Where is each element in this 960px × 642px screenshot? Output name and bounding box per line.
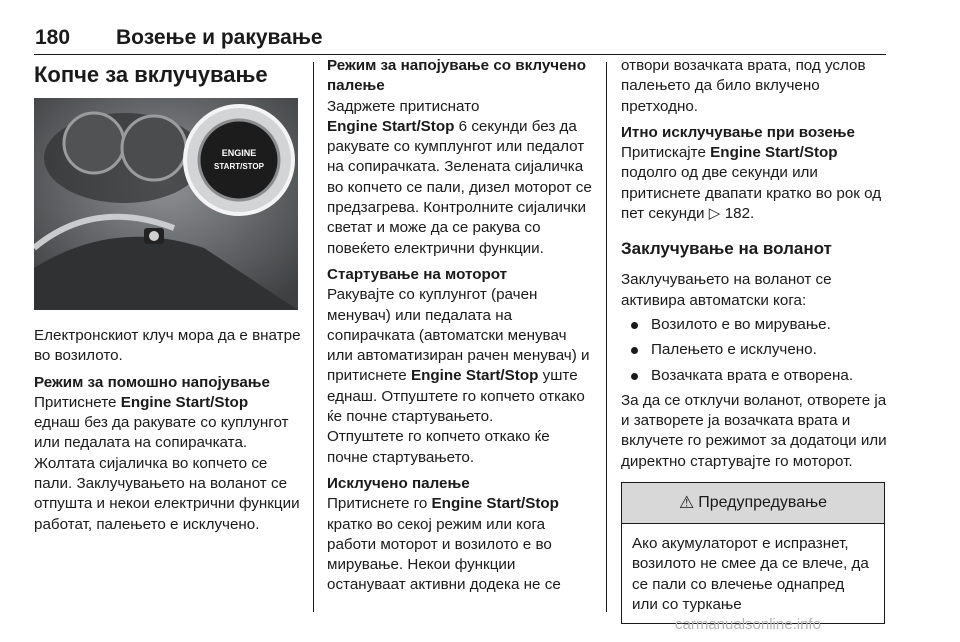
page-header xyxy=(34,26,886,55)
warning-header xyxy=(622,483,884,524)
paragraph: Заклучувањето на воланот се активира автоматски кога: xyxy=(621,271,832,309)
warning-box xyxy=(621,482,885,624)
section-heading: Заклучување на воланот xyxy=(621,239,832,259)
column-2 xyxy=(327,56,592,596)
warning-text: Ако акумулаторот е испразнет, возилото не смее да се влече, да се пали со влечење однапред или со туркање xyxy=(632,535,869,613)
caption: Електронскиот клуч мора да е внатре во возилото. xyxy=(34,327,301,365)
list-item: Палењето е исклучено. xyxy=(621,340,887,360)
page-number: 180 xyxy=(35,26,71,49)
column-divider xyxy=(313,62,314,612)
paragraph: отвори возачката врата, под услов палењето да било вклучено претходно. xyxy=(621,57,866,115)
warning-title: Предупредување xyxy=(698,493,828,511)
list-item: Возачката врата е отворена. xyxy=(621,366,887,386)
watermark: carmanualsonline.info xyxy=(675,616,821,633)
paragraph: Ракувајте со куплунгот (рачен менувач) или педалата на сопирачката (автоматски менувач или автоматизиран рачен менувач) и притиснете Engine Start/Stop уште еднаш. Отпуштете го копчето откако ќе почне стартувањето. xyxy=(327,286,590,426)
button-label-2: START/STOP xyxy=(214,162,264,171)
warning-icon: ⚠ xyxy=(678,492,695,512)
column-3 xyxy=(621,56,887,624)
subheading: Исклучено палење xyxy=(327,474,470,492)
paragraph: Притиснете го Engine Start/Stop кратко во секој режим или кога работи моторот и возилото е во мирување. Некои функции остануваат активни додека не се xyxy=(327,495,561,594)
column-1 xyxy=(34,56,302,535)
subheading: Режим за помошно напојување xyxy=(34,373,270,391)
paragraph: Отпуштете го копчето откако ќе почне стартувањето. xyxy=(327,428,550,466)
bullet-icon xyxy=(631,347,638,354)
subheading: Стартување на моторот xyxy=(327,265,508,283)
paragraph: Задржете притиснато Engine Start/Stop 6 секунди без да ракувате со кумплунгот или педалот на сопирачката. Зелената сијаличка во копчето се пали, дизел моторот се предзагрева. Контролните сијалички светат и може да се ракува со повеќето електрични функции. xyxy=(327,97,592,257)
button-label-1: ENGINE xyxy=(221,148,257,158)
bullet-icon xyxy=(631,322,638,329)
page-ref-arrow-icon[interactable]: ▷ xyxy=(708,205,721,223)
subheading: Итно исклучување при возење xyxy=(621,123,855,141)
list-item: Возилото е во мирување. xyxy=(621,315,887,335)
paragraph: За да се отклучи воланот, отворете ја и затворете ја возачката врата и вклучете го режимот за додатоци или директно стартувајте го моторот. xyxy=(621,391,887,470)
column-divider xyxy=(606,62,607,612)
paragraph: Притискајте Engine Start/Stop подолго од две секунди или притиснете двапати кратко во рок од пет секунди ▷ 182. xyxy=(621,144,882,223)
bullet-icon xyxy=(631,373,638,380)
bullet-list xyxy=(621,315,887,386)
subheading: Режим за напојување со вклучено палење xyxy=(327,57,586,95)
start-button-photo xyxy=(34,98,298,310)
chapter-title: Возење и ракување xyxy=(116,26,323,49)
section-title: Копче за вклучување xyxy=(34,62,268,87)
paragraph: Притиснете Engine Start/Stop еднаш без да ракувате со куплунгот или педалата на сопирачката. Жолтата сијаличка во копчето се пали. Заклучувањето на воланот се отпушта и некои електрични функции работат, палењето е исклучено. xyxy=(34,393,300,533)
page-ref[interactable]: 182. xyxy=(724,205,755,223)
